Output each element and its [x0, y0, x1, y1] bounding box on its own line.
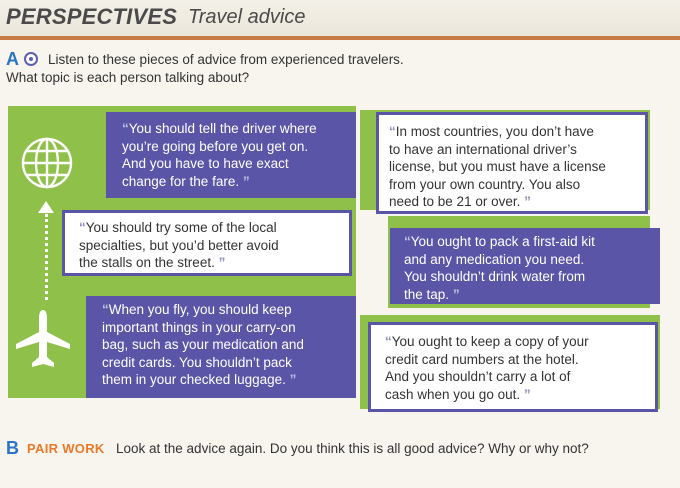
plane-icon [14, 308, 72, 370]
advice-bubble-money: “You ought to keep a copy of your credit card numbers at the hotel. And you shouldn’t carry a lot of cash when you go out. ” [368, 322, 658, 412]
section-a-question: What topic is each person talking about? [6, 70, 250, 85]
advice-bubble-food: “You should try some of the local specialties, but you’d better avoid the stalls on the street. ” [62, 210, 352, 276]
section-a-letter: A [6, 49, 19, 69]
globe-icon [20, 136, 74, 190]
page-subtitle: Travel advice [188, 6, 306, 28]
page-header [0, 0, 680, 36]
advice-bubble-driving: “In most countries, you don’t have to have an international driver’s license, but you must have a license from your own country. You also need to be 21 or over. ” [376, 112, 648, 214]
section-a-instruction: Listen to these pieces of advice from experienced travelers. [48, 52, 404, 67]
audio-icon[interactable] [24, 52, 38, 66]
section-b-letter: B [6, 438, 19, 458]
pair-work-label: PAIR WORK [27, 441, 105, 456]
advice-bubble-health: “You ought to pack a first-aid kit and any medication you need. You shouldn’t drink water from the tap. ” [390, 228, 660, 304]
route-dotted-line [45, 214, 48, 300]
advice-bubble-transport: “You should tell the driver where you’re going before you get on. And you have to have exact change for the fare. ” [106, 112, 356, 198]
header-rule [0, 36, 680, 40]
page-title: PERSPECTIVES [6, 4, 178, 29]
route-arrow-icon [38, 201, 54, 213]
section-b-instruction: Look at the advice again. Do you think this is all good advice? Why or why not? [116, 441, 589, 456]
advice-bubble-flying: “When you fly, you should keep important things in your carry-on bag, such as your medication and credit cards. You shouldn’t pack them in your checked luggage. ” [86, 296, 356, 398]
